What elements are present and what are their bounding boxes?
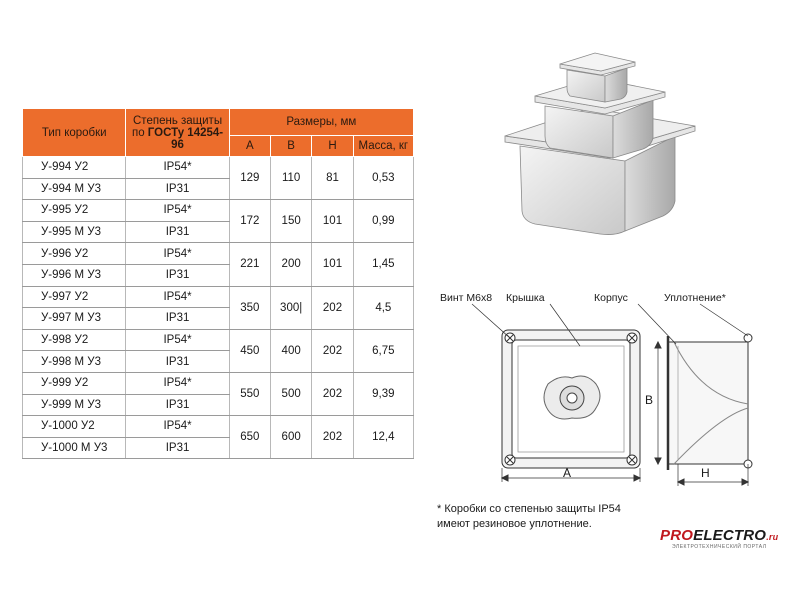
cell-type: У-996 М У3 <box>23 264 126 286</box>
cell-ip: IP54* <box>126 243 229 265</box>
cell-h: 202 <box>312 416 353 459</box>
cell-mass: 4,5 <box>353 286 413 329</box>
cell-a: 172 <box>229 200 270 243</box>
header-protection-prefix: по <box>131 126 148 139</box>
front-view <box>472 304 640 482</box>
cell-b: 110 <box>270 157 311 200</box>
table-row <box>23 243 414 265</box>
cell-ip: IP31 <box>126 178 229 200</box>
cell-ip: IP54* <box>126 200 229 222</box>
label-screw: Винт М6х8 <box>440 292 493 304</box>
header-mass: Масса, кг <box>353 136 413 157</box>
cell-mass: 0,99 <box>353 200 413 243</box>
footnote-line1: * Коробки со степенью защиты IP54 <box>437 503 621 515</box>
cell-type: У-996 У2 <box>23 243 126 265</box>
table-row <box>23 416 414 438</box>
cell-a: 221 <box>229 243 270 286</box>
cell-h: 202 <box>312 372 353 415</box>
logo-pro: PRO <box>660 527 694 544</box>
cell-ip: IP31 <box>126 437 229 459</box>
cell-ip: IP54* <box>126 416 229 438</box>
cell-type: У-997 У2 <box>23 286 126 308</box>
cell-h: 202 <box>312 286 353 329</box>
cell-mass: 12,4 <box>353 416 413 459</box>
side-view <box>638 304 752 486</box>
cell-h: 101 <box>312 243 353 286</box>
cell-ip: IP31 <box>126 394 229 416</box>
cell-a: 450 <box>229 329 270 372</box>
proelectro-logo[interactable] <box>660 527 778 544</box>
cell-h: 101 <box>312 200 353 243</box>
cell-mass: 9,39 <box>353 372 413 415</box>
cell-a: 550 <box>229 372 270 415</box>
cell-mass: 6,75 <box>353 329 413 372</box>
logo-electro: ELECTRO <box>693 527 767 544</box>
boxes-illustration <box>495 36 705 241</box>
header-protection-line1: Степень защиты <box>133 114 223 127</box>
cell-b: 200 <box>270 243 311 286</box>
technical-drawing <box>430 286 770 496</box>
logo-tagline: ЭЛЕКТРОТЕХНИЧЕСКИЙ ПОРТАЛ <box>672 544 767 550</box>
cell-type: У-997 М У3 <box>23 308 126 330</box>
label-dim-b: В <box>645 393 654 407</box>
header-b: В <box>270 136 311 157</box>
cell-ip: IP31 <box>126 308 229 330</box>
cell-type: У-994 М У3 <box>23 178 126 200</box>
cell-b: 300| <box>270 286 311 329</box>
label-dim-h: Н <box>701 466 710 480</box>
footnote <box>437 502 621 532</box>
header-dimensions: Размеры, мм <box>229 109 413 136</box>
cell-type: У-999 М У3 <box>23 394 126 416</box>
header-protection-gost: ГОСТу 14254-96 <box>147 126 224 151</box>
cell-a: 129 <box>229 157 270 200</box>
header-h: Н <box>312 136 353 157</box>
cell-type: У-998 У2 <box>23 329 126 351</box>
cell-b: 150 <box>270 200 311 243</box>
cell-ip: IP54* <box>126 286 229 308</box>
cell-b: 500 <box>270 372 311 415</box>
table-row <box>23 200 414 222</box>
cell-ip: IP31 <box>126 221 229 243</box>
cell-ip: IP31 <box>126 264 229 286</box>
cell-ip: IP54* <box>126 329 229 351</box>
label-body: Корпус <box>594 292 628 304</box>
cell-ip: IP54* <box>126 157 229 179</box>
label-seal: Уплотнение* <box>664 292 726 304</box>
table-row <box>23 329 414 351</box>
label-cover: Крышка <box>506 292 545 304</box>
footnote-line2: имеют резиновое уплотнение. <box>437 518 592 530</box>
table-row <box>23 286 414 308</box>
cell-b: 400 <box>270 329 311 372</box>
cell-type: У-994 У2 <box>23 157 126 179</box>
header-protection-line2 <box>126 127 228 151</box>
logo-ru: .ru <box>766 532 779 542</box>
label-dim-a: А <box>563 466 572 480</box>
header-protection <box>126 109 229 157</box>
header-type: Тип коробки <box>23 109 126 157</box>
cell-a: 350 <box>229 286 270 329</box>
cell-ip: IP31 <box>126 351 229 373</box>
cell-a: 650 <box>229 416 270 459</box>
cell-type: У-995 У2 <box>23 200 126 222</box>
cell-mass: 0,53 <box>353 157 413 200</box>
cell-h: 202 <box>312 329 353 372</box>
cell-type: У-1000 М У3 <box>23 437 126 459</box>
cell-ip: IP54* <box>126 372 229 394</box>
cell-type: У-999 У2 <box>23 372 126 394</box>
spec-table <box>22 108 414 459</box>
small-box <box>560 53 635 102</box>
cell-type: У-995 М У3 <box>23 221 126 243</box>
cell-h: 81 <box>312 157 353 200</box>
cell-type: У-1000 У2 <box>23 416 126 438</box>
cell-mass: 1,45 <box>353 243 413 286</box>
cell-type: У-998 М У3 <box>23 351 126 373</box>
table-row <box>23 372 414 394</box>
table-row <box>23 157 414 179</box>
header-a: А <box>229 136 270 157</box>
cell-b: 600 <box>270 416 311 459</box>
